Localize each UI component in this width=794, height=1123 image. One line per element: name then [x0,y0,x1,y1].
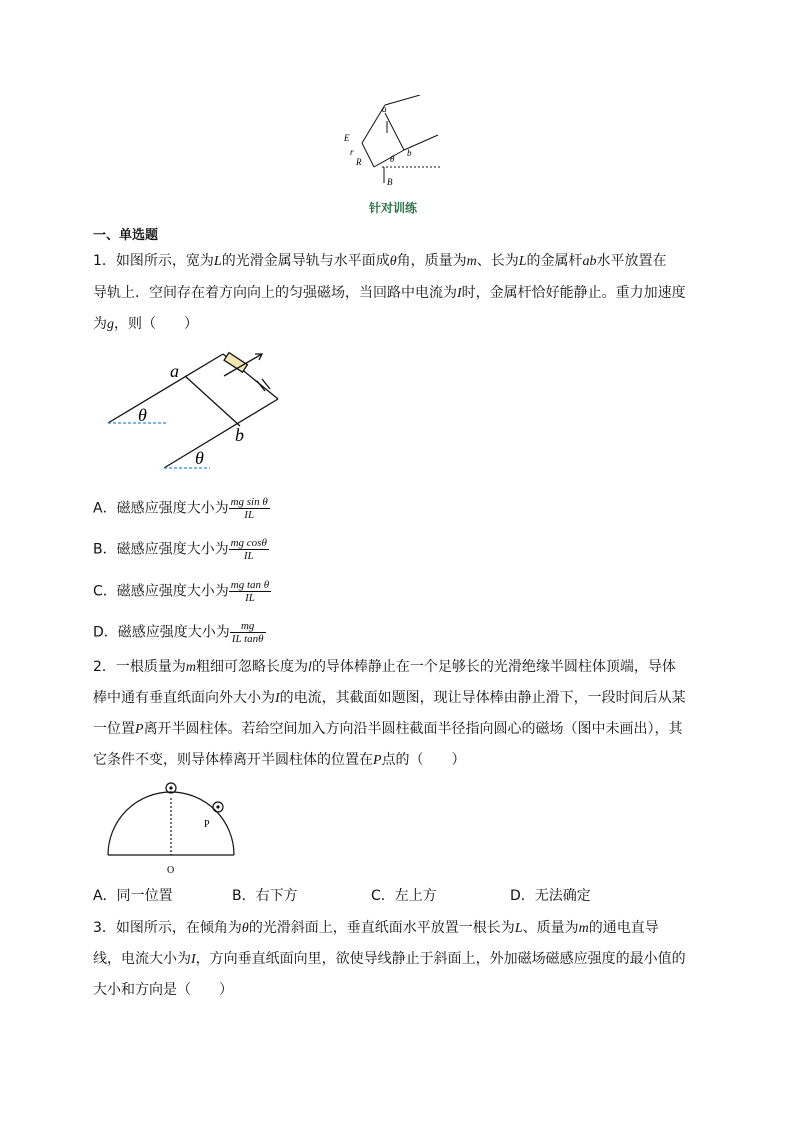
caption: 针对训练 [369,201,418,215]
q3-line1: 3．如图所示，在倾角为θ的光滑斜面上，垂直纸面水平放置一根长为L、质量为m的通电直导 [93,920,659,936]
fig1-label-a: a [170,361,179,381]
rod-ab [185,376,240,426]
fig1-label-b: b [235,425,244,445]
rod-ab [385,113,404,150]
fig2-label-o: O [167,865,175,876]
fig2-label-p: P [204,819,210,830]
q2-line2: 棒中通有垂直纸面向外大小为I的电流，其截面如题图，现让导体棒由静止滑下，一段时间后从某 [93,690,686,706]
q2-figure [100,780,245,880]
label-B: B [387,177,393,187]
upper-rail [385,95,420,105]
label-R: R [356,157,362,167]
top-figure [340,95,450,195]
q1-figure [100,346,285,476]
fig1-theta2: θ [195,448,204,468]
battery-plate [257,381,265,391]
fig1-theta1: θ [138,405,147,425]
q2-option-d[interactable]: D．无法确定 [510,888,591,904]
q2-option-c[interactable]: C．左上方 [371,888,437,904]
left-side-wire [362,143,374,167]
label-E: E [344,133,350,143]
q2-option-a[interactable]: A．同一位置 [93,888,173,904]
q1-option-d[interactable]: D．磁感应强度大小为 $\frac{mg}{\text{IL tanθ}}$ [93,620,264,645]
label-b: b [407,148,412,158]
q1-line3: 为g，则（ ） [93,316,198,332]
label-a: a [382,104,387,114]
upper-rail [108,354,223,423]
q1-option-a[interactable]: A．磁感应强度大小为 $\frac{\text{mg sin θ}}{IL}$ [93,496,268,521]
q1-option-c[interactable]: C．磁感应强度大小为 $\frac{\text{mg tan θ}}{IL}$ [93,579,270,604]
label-theta: θ [390,154,395,164]
section-heading: 一、单选题 [93,228,159,243]
label-r: r [350,147,354,157]
q1-line1: 1．如图所示，宽为L的光滑金属导轨与水平面成θ角，质量为m、长为L的金属杆ab水平放置在 [93,253,667,269]
q2-line1: 2．一根质量为m粗细可忽略长度为l的导体棒静止在一个足够长的光滑绝缘半圆柱体顶端，导体 [93,659,676,675]
q1-line2: 导轨上．空间存在着方向向上的匀强磁场，当回路中电流为I时，金属杆恰好能静止。重力加速度 [93,285,686,301]
q1-option-b[interactable]: B．磁感应强度大小为 $\frac{\text{mg cosθ}}{IL}$ [93,537,267,562]
q2-line3: 一位置P离开半圆柱体。若给空间加入方向沿半圆柱截面半径指向圆心的磁场（图中未画出），其 [93,721,683,737]
q3-line2: 线，电流大小为I，方向垂直纸面向里，欲使导线静止于斜面上，外加磁场磁感应强度的最小值的 [93,951,686,967]
q3-line3: 大小和方向是（ ） [93,982,233,998]
q2-line4: 它条件不变，则导体棒离开半圆柱体的位置在P点的（ ） [93,752,466,768]
q2-option-b[interactable]: B．右下方 [232,888,298,904]
